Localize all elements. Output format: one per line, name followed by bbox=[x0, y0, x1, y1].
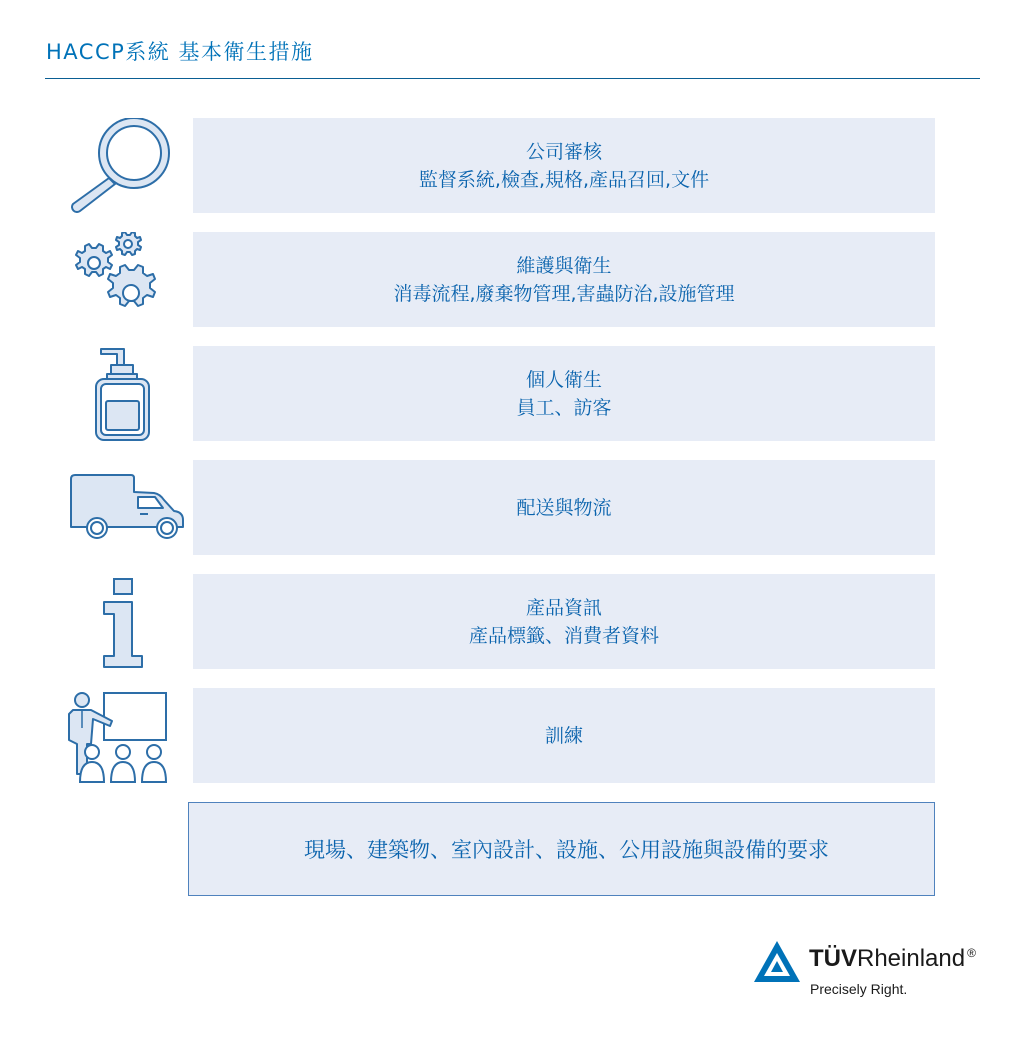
logo-tagline: Precisely Right. bbox=[810, 981, 908, 997]
page-title: HACCP系統 基本衛生措施 bbox=[46, 40, 314, 64]
info-box bbox=[193, 460, 935, 555]
delivery-van-icon bbox=[60, 460, 190, 555]
box-heading: 個人衛生 bbox=[525, 368, 602, 391]
row-product-information bbox=[60, 574, 935, 669]
info-box bbox=[193, 574, 935, 669]
box-heading: 公司審核 bbox=[525, 140, 602, 163]
row-delivery-logistics bbox=[60, 460, 935, 555]
row-maintenance-sanitation bbox=[60, 232, 935, 327]
title-divider bbox=[45, 78, 980, 79]
logo-wordmark bbox=[809, 945, 976, 973]
info-box bbox=[193, 232, 935, 327]
logo-brand-bold: TÜV bbox=[809, 945, 857, 972]
box-heading: 配送與物流 bbox=[516, 496, 612, 519]
presentation-training-icon bbox=[60, 688, 190, 783]
registered-mark: ® bbox=[967, 946, 976, 960]
box-detail: 消毒流程,廢棄物管理,害蟲防治,設施管理 bbox=[393, 282, 735, 305]
row-personal-hygiene bbox=[60, 346, 935, 441]
row-training bbox=[60, 688, 935, 783]
foundation-requirements-box bbox=[188, 802, 935, 896]
soap-dispenser-icon bbox=[60, 346, 190, 441]
box-heading: 產品資訊 bbox=[525, 596, 602, 619]
logo-brand-rest: Rheinland bbox=[857, 945, 966, 972]
gears-icon bbox=[60, 232, 190, 327]
info-box bbox=[193, 118, 935, 213]
box-detail: 員工、訪客 bbox=[516, 396, 612, 419]
box-heading: 訓練 bbox=[544, 724, 583, 747]
tuv-rheinland-logo bbox=[752, 937, 992, 1007]
magnifier-icon bbox=[60, 118, 190, 213]
info-box bbox=[193, 688, 935, 783]
foundation-text: 現場、建築物、室內設計、設施、公用設施與設備的要求 bbox=[304, 838, 829, 862]
info-icon bbox=[60, 574, 190, 669]
triangle-logo-icon bbox=[752, 939, 802, 985]
box-heading: 維護與衛生 bbox=[516, 254, 612, 277]
box-detail: 監督系統,檢查,規格,產品召回,文件 bbox=[418, 168, 710, 191]
row-company-audit bbox=[60, 118, 935, 213]
box-detail: 產品標籤、消費者資料 bbox=[468, 624, 659, 647]
info-box bbox=[193, 346, 935, 441]
